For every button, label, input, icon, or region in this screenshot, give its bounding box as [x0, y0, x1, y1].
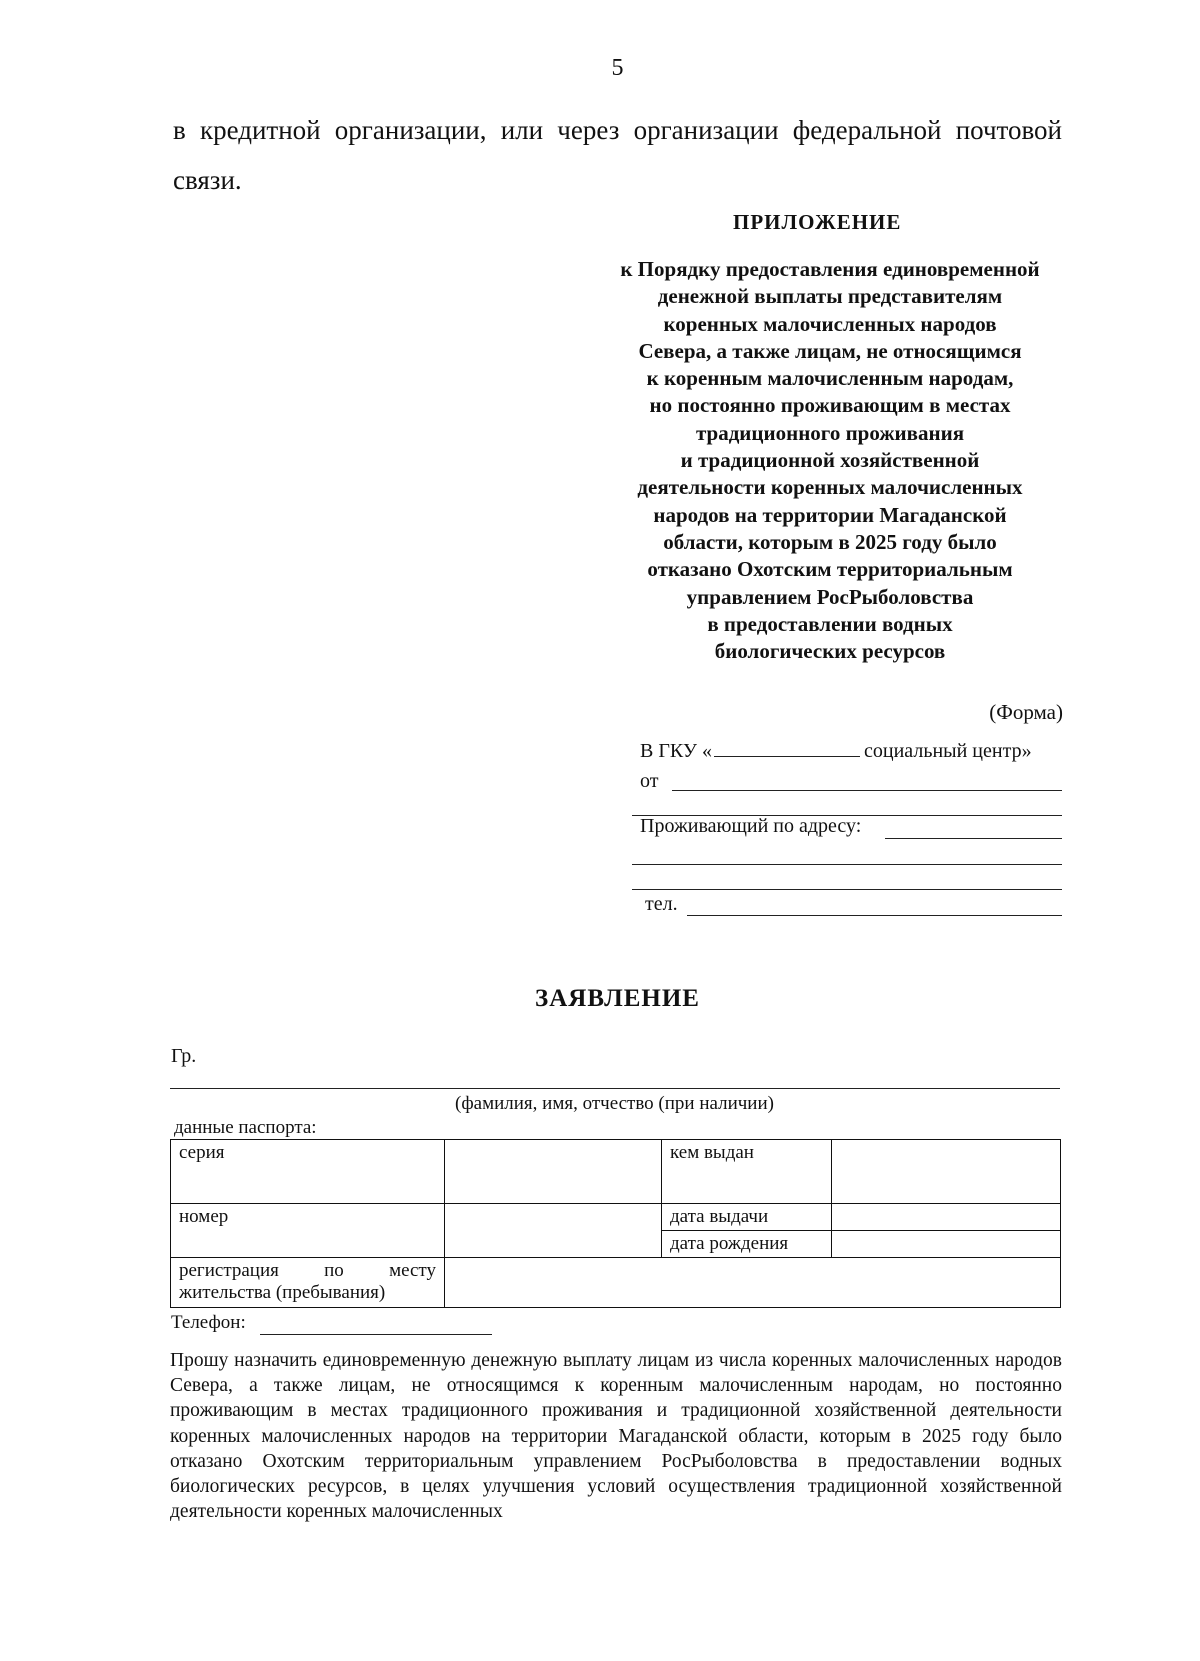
appendix-subtitle-line: Севера, а также лицам, не относящимся	[638, 338, 1022, 363]
appendix-subtitle	[580, 256, 1080, 665]
address-blank-2[interactable]	[632, 864, 1062, 865]
to-line	[640, 740, 1032, 763]
from-blank[interactable]	[672, 790, 1062, 791]
table-row	[171, 1140, 1061, 1204]
table-row	[171, 1258, 1061, 1308]
birth-date-value-cell[interactable]	[832, 1231, 1061, 1258]
appendix-subtitle-line: в предоставлении водных	[707, 611, 953, 636]
number-label: номер	[171, 1204, 445, 1258]
issue-date-value-cell[interactable]	[832, 1204, 1061, 1231]
citizen-label: Гр.	[171, 1045, 197, 1067]
appendix-subtitle-line: и традиционной хозяйственной	[680, 448, 980, 473]
institution-blank[interactable]	[714, 756, 860, 757]
appendix-subtitle-line: управлением РосРыболовства	[686, 584, 974, 609]
fio-blank[interactable]	[170, 1088, 1060, 1089]
number-value-cell[interactable]	[445, 1204, 662, 1258]
phone-blank[interactable]	[260, 1334, 492, 1335]
appendix-title: ПРИЛОЖЕНИЕ	[733, 210, 902, 234]
appendix-subtitle-line: коренных малочисленных народов	[663, 311, 997, 336]
form-label: (Форма)	[989, 700, 1063, 724]
appendix-subtitle-line: традиционного проживания	[695, 420, 965, 445]
phone-header-blank[interactable]	[687, 915, 1062, 916]
appendix-subtitle-line: биологических ресурсов	[714, 639, 946, 664]
appendix-subtitle-line: к Порядку предоставления единовременной	[620, 257, 1040, 281]
phone-label: Телефон:	[171, 1312, 246, 1333]
appendix-subtitle-line: народов на территории Магаданской	[653, 502, 1007, 527]
appendix-subtitle-line: денежной выплаты представителям	[657, 284, 1003, 309]
to-prefix: В ГКУ «	[640, 740, 713, 762]
page-number: 5	[611, 55, 624, 81]
registration-label: регистрация по месту жительства (пребывания)	[171, 1258, 445, 1308]
appendix-subtitle-line: отказано Охотским территориальным	[647, 557, 1013, 582]
statement-title: ЗАЯВЛЕНИЕ	[535, 985, 700, 1012]
table-row	[171, 1204, 1061, 1231]
appendix-subtitle-line: к коренным малочисленным народам,	[646, 366, 1014, 391]
issued-by-label: кем выдан	[662, 1140, 832, 1204]
intro-line-2: связи.	[173, 165, 242, 195]
appendix-subtitle-line: деятельности коренных малочисленных	[637, 475, 1023, 500]
appendix-subtitle-line: но постоянно проживающим в местах	[649, 393, 1011, 418]
registration-value-cell[interactable]	[445, 1258, 1061, 1308]
series-label: серия	[171, 1140, 445, 1204]
series-value-cell[interactable]	[445, 1140, 662, 1204]
passport-label: данные паспорта:	[174, 1117, 317, 1138]
appendix-subtitle-line: области, которым в 2025 году было	[663, 529, 997, 554]
birth-date-label: дата рождения	[662, 1231, 832, 1258]
issued-by-value-cell[interactable]	[832, 1140, 1061, 1204]
address-blank-3[interactable]	[632, 889, 1062, 890]
address-label: Проживающий по адресу:	[640, 815, 862, 837]
fio-caption: (фамилия, имя, отчество (при наличии)	[455, 1093, 774, 1114]
phone-header-label: тел.	[645, 893, 678, 915]
address-blank[interactable]	[885, 838, 1062, 839]
issue-date-label: дата выдачи	[662, 1204, 832, 1231]
intro-line-1: в кредитной организации, или через организации федеральной почтовой	[173, 115, 1062, 145]
to-suffix: социальный центр»	[864, 740, 1032, 762]
statement-body: Прошу назначить единовременную денежную выплату лицам из числа коренных малочисленных народов Севера, а также лицам, не относящимся к коренным малочисленным народам, но постоянно проживающим в местах традиционного проживания и традиционной хозяйственной деятельности коренных малочисленных народов на территории Магаданской области, которым в 2025 году было отказано Охотским территориальным управлением РосРыболовства в предоставлении водных биологических ресурсов, в целях улучшения условий осуществления традиционной хозяйственной деятельности коренных малочисленных	[170, 1350, 1062, 1523]
from-label: от	[640, 770, 659, 792]
passport-table	[170, 1139, 1061, 1308]
